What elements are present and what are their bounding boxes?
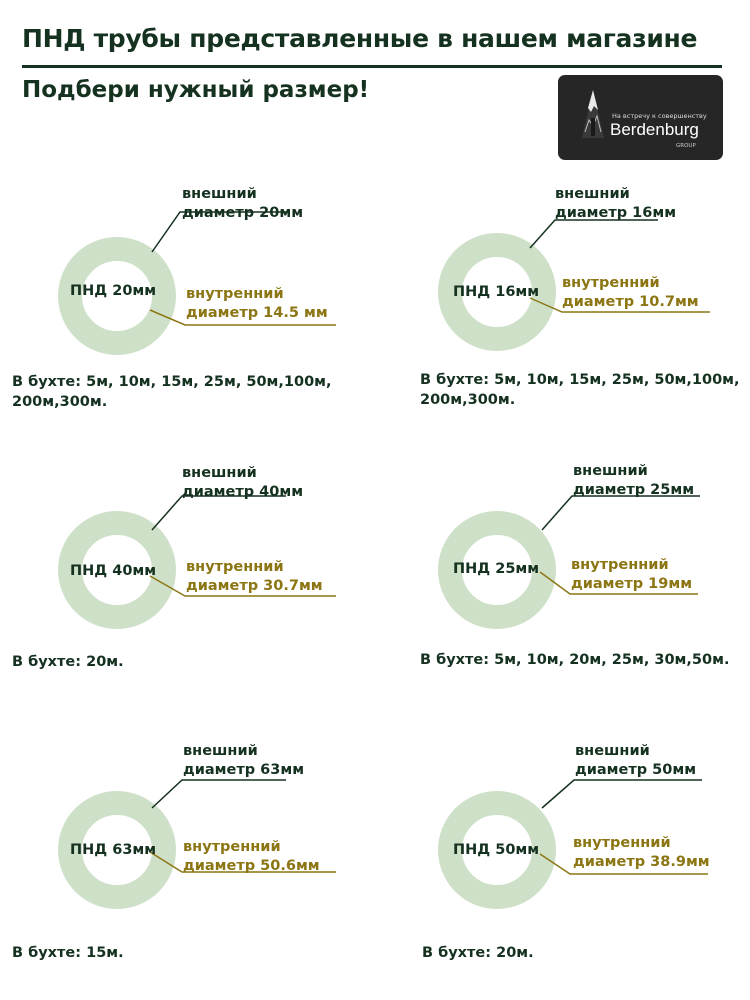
outer-pointer-line — [542, 496, 700, 530]
title-divider — [22, 65, 722, 68]
pipe-name: ПНД 25мм — [453, 561, 540, 577]
brand-logo — [558, 75, 723, 160]
outer-diameter-label: внешний диаметр 25мм — [573, 463, 695, 498]
coil-lengths: В бухте: 15м. — [12, 945, 124, 961]
inner-diameter-label: внутренний диаметр 30.7мм — [186, 559, 323, 594]
outer-diameter-label: внешний диаметр 63мм — [183, 743, 305, 778]
mountain-logo-icon — [580, 88, 606, 140]
pipe-ring-diagram — [390, 458, 750, 658]
outer-diameter-label: внешний диаметр 16мм — [555, 186, 677, 221]
inner-diameter-label: внутренний диаметр 50.6мм — [183, 839, 320, 874]
logo-tagline: На встречу к совершенству — [612, 112, 707, 120]
outer-diameter-label: внешний диаметр 40мм — [182, 465, 304, 500]
inner-diameter-label: внутренний диаметр 19мм — [571, 557, 693, 592]
pipe-name: ПНД 40мм — [70, 563, 157, 579]
outer-pointer-line — [152, 780, 286, 808]
inner-diameter-label: внутренний диаметр 14.5 мм — [186, 286, 328, 321]
inner-diameter-label: внутренний диаметр 38.9мм — [573, 835, 710, 870]
coil-lengths: В бухте: 5м, 10м, 15м, 25м, 50м,100м, 200м,300м. — [420, 372, 740, 408]
pipe-card — [390, 458, 750, 718]
outer-diameter-label: внешний диаметр 50мм — [575, 743, 697, 778]
page-title: ПНД трубы представленные в нашем магазине — [22, 24, 698, 53]
page-subtitle: Подбери нужный размер! — [22, 77, 370, 103]
coil-lengths: В бухте: 5м, 10м, 20м, 25м, 30м,50м. — [420, 652, 730, 668]
coil-lengths: В бухте: 5м, 10м, 15м, 25м, 50м,100м, 200м,300м. — [12, 374, 332, 410]
logo-group-label: GROUP — [676, 143, 696, 149]
pipe-name: ПНД 63мм — [70, 842, 157, 858]
coil-lengths: В бухте: 20м. — [422, 945, 534, 961]
outer-pointer-line — [542, 780, 702, 808]
outer-diameter-label: внешний диаметр 20мм — [182, 186, 304, 221]
inner-diameter-label: внутренний диаметр 10.7мм — [562, 275, 699, 310]
coil-lengths: В бухте: 20м. — [12, 654, 124, 670]
logo-brand-name: Berdenburg — [610, 120, 699, 139]
pipe-name: ПНД 20мм — [70, 283, 157, 299]
pipe-card — [10, 458, 370, 718]
outer-pointer-line — [530, 220, 658, 248]
pipe-name: ПНД 16мм — [453, 284, 540, 300]
pipe-name: ПНД 50мм — [453, 842, 540, 858]
